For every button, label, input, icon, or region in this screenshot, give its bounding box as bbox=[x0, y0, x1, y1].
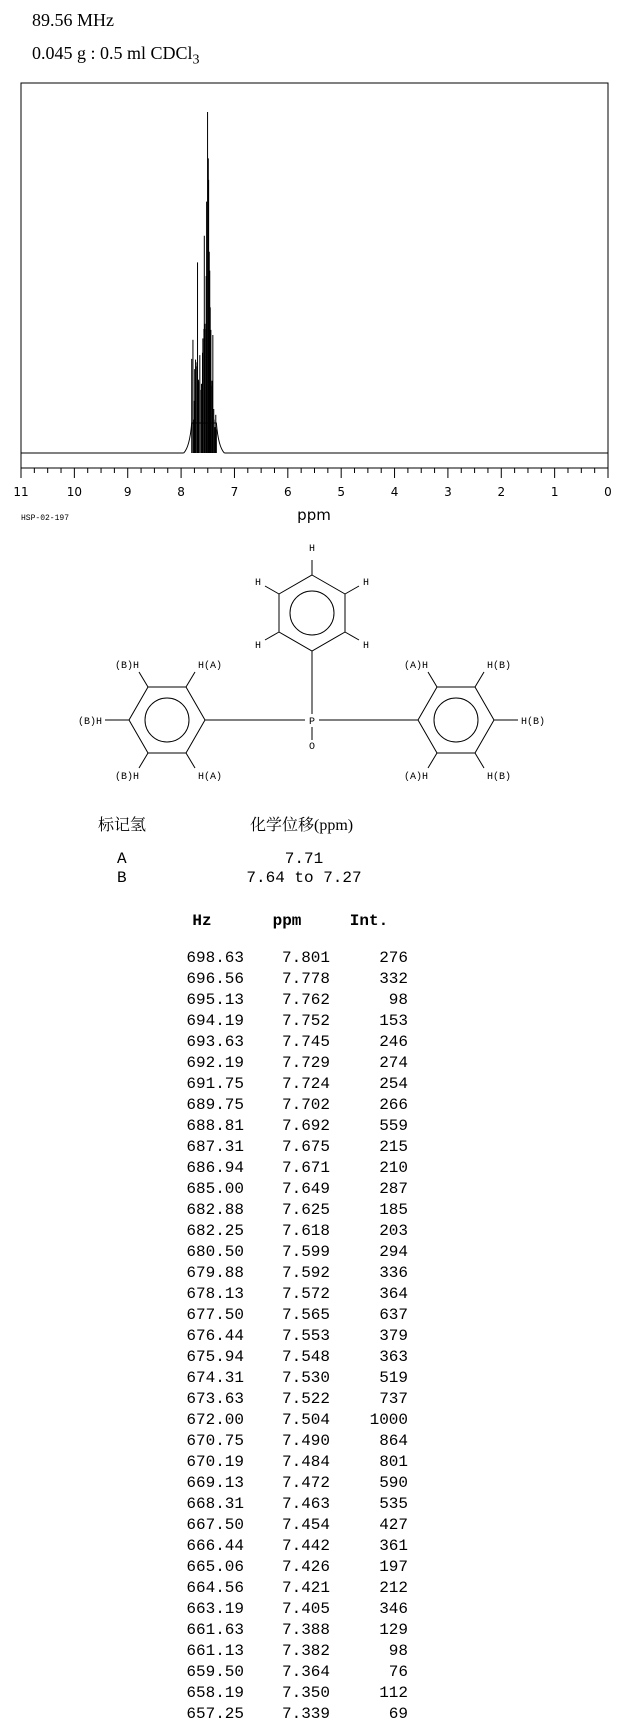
assignment-label-a: A bbox=[117, 850, 127, 868]
cell-hz: 687.31 bbox=[186, 1138, 244, 1156]
x-tick-label: 1 bbox=[550, 485, 559, 499]
cell-ppm: 7.592 bbox=[281, 1264, 330, 1282]
sample-subscript: 3 bbox=[192, 52, 200, 68]
cell-ppm: 7.442 bbox=[281, 1537, 330, 1555]
h-bond-right-ur bbox=[475, 672, 484, 687]
cell-int: 203 bbox=[379, 1222, 408, 1240]
cell-ppm: 7.364 bbox=[281, 1663, 330, 1681]
cell-hz: 693.63 bbox=[186, 1033, 244, 1051]
cell-ppm: 7.745 bbox=[281, 1033, 330, 1051]
x-tick-label: 11 bbox=[13, 485, 29, 499]
table-row bbox=[160, 1284, 408, 1305]
cell-int: 379 bbox=[379, 1327, 408, 1345]
cell-int: 559 bbox=[379, 1117, 408, 1135]
cell-int: 215 bbox=[379, 1138, 408, 1156]
cell-int: 364 bbox=[379, 1285, 408, 1303]
cell-int: 1000 bbox=[369, 1411, 408, 1429]
cell-hz: 659.50 bbox=[186, 1663, 244, 1681]
cell-int: 864 bbox=[379, 1432, 408, 1450]
h-bond-right-ul bbox=[428, 672, 437, 687]
label-right-a-lower: (A)H bbox=[403, 772, 428, 783]
x-tick-label: 10 bbox=[66, 485, 83, 499]
cell-hz: 677.50 bbox=[186, 1306, 244, 1324]
cell-int: 637 bbox=[379, 1306, 408, 1324]
table-row bbox=[160, 1242, 408, 1263]
cell-hz: 672.00 bbox=[186, 1411, 244, 1429]
sample-code: HSP-02-197 bbox=[21, 514, 70, 523]
cell-hz: 661.13 bbox=[186, 1642, 244, 1660]
h-bond-left-ur bbox=[186, 672, 195, 687]
cell-int: 737 bbox=[379, 1390, 408, 1408]
cell-int: 276 bbox=[379, 949, 408, 967]
cell-ppm: 7.421 bbox=[281, 1579, 330, 1597]
label-left-b-lower: (B)H bbox=[114, 772, 139, 783]
top-phenyl-ring bbox=[279, 575, 345, 651]
table-row bbox=[160, 948, 408, 969]
cell-ppm: 7.778 bbox=[281, 970, 330, 988]
cell-ppm: 7.599 bbox=[281, 1243, 330, 1261]
header-hz: Hz bbox=[192, 912, 212, 930]
atom-h-top-right: H bbox=[362, 578, 370, 589]
x-axis-tick-labels bbox=[13, 485, 611, 499]
cell-ppm: 7.702 bbox=[281, 1096, 330, 1114]
cell-int: 590 bbox=[379, 1474, 408, 1492]
cell-int: 212 bbox=[379, 1579, 408, 1597]
cell-hz: 686.94 bbox=[186, 1159, 244, 1177]
table-row bbox=[160, 1578, 408, 1599]
cell-ppm: 7.530 bbox=[281, 1369, 330, 1387]
table-row bbox=[160, 1452, 408, 1473]
cell-hz: 696.56 bbox=[186, 970, 244, 988]
cell-int: 363 bbox=[379, 1348, 408, 1366]
h-bond-left-ll bbox=[139, 753, 148, 768]
table-row bbox=[160, 1368, 408, 1389]
cell-int: 346 bbox=[379, 1600, 408, 1618]
header-ppm: ppm bbox=[272, 912, 302, 930]
table-row bbox=[160, 1683, 408, 1704]
cell-hz: 688.81 bbox=[186, 1117, 244, 1135]
cell-ppm: 7.490 bbox=[281, 1432, 330, 1450]
cell-hz: 664.56 bbox=[186, 1579, 244, 1597]
cell-ppm: 7.572 bbox=[281, 1285, 330, 1303]
label-right-b-lower: H(B) bbox=[487, 772, 512, 783]
spectrum-peaks bbox=[21, 112, 608, 453]
cell-ppm: 7.618 bbox=[281, 1222, 330, 1240]
table-row bbox=[160, 1326, 408, 1347]
table-row bbox=[160, 1032, 408, 1053]
table-row bbox=[160, 990, 408, 1011]
cell-hz: 669.13 bbox=[186, 1474, 244, 1492]
cell-ppm: 7.426 bbox=[281, 1558, 330, 1576]
cell-int: 112 bbox=[379, 1684, 408, 1702]
cell-ppm: 7.649 bbox=[281, 1180, 330, 1198]
cell-hz: 682.88 bbox=[186, 1201, 244, 1219]
h-bond-right-lr bbox=[475, 753, 484, 768]
cell-int: 98 bbox=[388, 991, 408, 1009]
sample-text: 0.045 g : 0.5 ml CDCl bbox=[32, 43, 193, 63]
cell-hz: 670.19 bbox=[186, 1453, 244, 1471]
table-row bbox=[160, 1221, 408, 1242]
assignment-value-a: 7.71 bbox=[284, 850, 324, 868]
left-phenyl-ring bbox=[129, 687, 205, 753]
cell-hz: 658.19 bbox=[186, 1684, 244, 1702]
assignment-label-b: B bbox=[117, 869, 127, 887]
x-tick-label: 5 bbox=[337, 485, 346, 499]
cell-ppm: 7.522 bbox=[281, 1390, 330, 1408]
cell-ppm: 7.625 bbox=[281, 1201, 330, 1219]
atom-p: P bbox=[308, 717, 316, 728]
cell-ppm: 7.484 bbox=[281, 1453, 330, 1471]
x-tick-label: 7 bbox=[230, 485, 239, 499]
table-row bbox=[160, 1095, 408, 1116]
shift-assignment bbox=[0, 812, 626, 902]
table-row bbox=[160, 1431, 408, 1452]
left-phenyl-aromatic-circle bbox=[145, 698, 189, 742]
x-tick-label: 3 bbox=[444, 485, 452, 499]
cell-int: 427 bbox=[379, 1516, 408, 1534]
assignment-header-label: 标记氢 bbox=[98, 817, 147, 834]
cell-int: 76 bbox=[388, 1663, 408, 1681]
table-row bbox=[160, 1116, 408, 1137]
label-right-b-far: H(B) bbox=[521, 717, 546, 728]
cell-hz: 661.63 bbox=[186, 1621, 244, 1639]
cell-hz: 692.19 bbox=[186, 1054, 244, 1072]
cell-hz: 667.50 bbox=[186, 1516, 244, 1534]
cell-hz: 666.44 bbox=[186, 1537, 244, 1555]
cell-int: 254 bbox=[379, 1075, 408, 1093]
cell-int: 294 bbox=[379, 1243, 408, 1261]
h-bond-bottom-right bbox=[345, 632, 359, 640]
cell-hz: 691.75 bbox=[186, 1075, 244, 1093]
cell-int: 69 bbox=[388, 1705, 408, 1723]
cell-hz: 673.63 bbox=[186, 1390, 244, 1408]
table-row bbox=[160, 1263, 408, 1284]
cell-ppm: 7.671 bbox=[281, 1159, 330, 1177]
label-right-a-upper: (A)H bbox=[403, 661, 428, 672]
right-phenyl-ring bbox=[418, 687, 494, 753]
table-row bbox=[160, 1389, 408, 1410]
cell-hz: 689.75 bbox=[186, 1096, 244, 1114]
label-left-a-lower: H(A) bbox=[198, 772, 223, 783]
cell-hz: 695.13 bbox=[186, 991, 244, 1009]
table-row bbox=[160, 1200, 408, 1221]
h-bond-left-ul bbox=[139, 672, 148, 687]
cell-hz: 676.44 bbox=[186, 1327, 244, 1345]
cell-ppm: 7.553 bbox=[281, 1327, 330, 1345]
assignment-value-b: 7.64 to 7.27 bbox=[246, 869, 362, 887]
cell-hz: 663.19 bbox=[186, 1600, 244, 1618]
cell-hz: 682.25 bbox=[186, 1222, 244, 1240]
cell-hz: 694.19 bbox=[186, 1012, 244, 1030]
header-int: Int. bbox=[349, 912, 389, 930]
peak-table-body bbox=[160, 948, 408, 1725]
cell-ppm: 7.472 bbox=[281, 1474, 330, 1492]
cell-ppm: 7.692 bbox=[281, 1117, 330, 1135]
table-row bbox=[160, 1074, 408, 1095]
table-row bbox=[160, 1011, 408, 1032]
table-row bbox=[160, 1662, 408, 1683]
cell-hz: 670.75 bbox=[186, 1432, 244, 1450]
cell-ppm: 7.504 bbox=[281, 1411, 330, 1429]
peak-table bbox=[160, 912, 408, 1725]
cell-int: 361 bbox=[379, 1537, 408, 1555]
cell-hz: 675.94 bbox=[186, 1348, 244, 1366]
x-tick-label: 8 bbox=[177, 485, 185, 499]
triphenylphosphine-oxide-structure bbox=[0, 535, 626, 800]
cell-int: 129 bbox=[379, 1621, 408, 1639]
table-row bbox=[160, 1515, 408, 1536]
plot-frame bbox=[21, 83, 608, 468]
cell-int: 274 bbox=[379, 1054, 408, 1072]
structure-bonds bbox=[105, 560, 518, 768]
table-row bbox=[160, 1305, 408, 1326]
table-row bbox=[160, 1158, 408, 1179]
h-bond-left-lr bbox=[186, 753, 195, 768]
assignment-header-shift: 化学位移(ppm) bbox=[250, 817, 354, 834]
label-left-a-upper: H(A) bbox=[198, 661, 223, 672]
cell-hz: 668.31 bbox=[186, 1495, 244, 1513]
cell-ppm: 7.762 bbox=[281, 991, 330, 1009]
cell-ppm: 7.454 bbox=[281, 1516, 330, 1534]
x-axis-ticks bbox=[21, 468, 608, 478]
cell-int: 336 bbox=[379, 1264, 408, 1282]
cell-ppm: 7.565 bbox=[281, 1306, 330, 1324]
table-row bbox=[160, 1494, 408, 1515]
h-bond-top-right bbox=[345, 586, 359, 594]
cell-hz: 674.31 bbox=[186, 1369, 244, 1387]
label-left-b-upper: (B)H bbox=[114, 661, 139, 672]
cell-int: 197 bbox=[379, 1558, 408, 1576]
label-left-b-far: (B)H bbox=[77, 717, 102, 728]
cell-int: 98 bbox=[388, 1642, 408, 1660]
table-row bbox=[160, 1599, 408, 1620]
table-row bbox=[160, 1620, 408, 1641]
table-row bbox=[160, 1137, 408, 1158]
table-row bbox=[160, 1536, 408, 1557]
x-axis-label: ppm bbox=[297, 506, 331, 524]
cell-int: 266 bbox=[379, 1096, 408, 1114]
cell-hz: 665.06 bbox=[186, 1558, 244, 1576]
cell-hz: 680.50 bbox=[186, 1243, 244, 1261]
x-tick-label: 2 bbox=[497, 485, 506, 499]
cell-int: 246 bbox=[379, 1033, 408, 1051]
h-bond-bottom-left bbox=[265, 632, 279, 640]
cell-ppm: 7.382 bbox=[281, 1642, 330, 1660]
cell-int: 332 bbox=[379, 970, 408, 988]
h-bond-right-ll bbox=[428, 753, 437, 768]
cell-ppm: 7.405 bbox=[281, 1600, 330, 1618]
atom-o: O bbox=[308, 742, 316, 753]
table-row bbox=[160, 1557, 408, 1578]
cell-int: 287 bbox=[379, 1180, 408, 1198]
top-phenyl-aromatic-circle bbox=[290, 591, 334, 635]
cell-ppm: 7.548 bbox=[281, 1348, 330, 1366]
table-row bbox=[160, 1347, 408, 1368]
cell-ppm: 7.752 bbox=[281, 1012, 330, 1030]
cell-ppm: 7.724 bbox=[281, 1075, 330, 1093]
cell-int: 153 bbox=[379, 1012, 408, 1030]
atom-h-top-left: H bbox=[254, 578, 262, 589]
x-tick-label: 9 bbox=[123, 485, 132, 499]
cell-int: 801 bbox=[379, 1453, 408, 1471]
cell-ppm: 7.388 bbox=[281, 1621, 330, 1639]
atom-h-top: H bbox=[308, 544, 316, 555]
table-row bbox=[160, 1704, 408, 1725]
cell-ppm: 7.350 bbox=[281, 1684, 330, 1702]
cell-int: 185 bbox=[379, 1201, 408, 1219]
cell-ppm: 7.463 bbox=[281, 1495, 330, 1513]
cell-int: 210 bbox=[379, 1159, 408, 1177]
atom-h-bottom-right: H bbox=[362, 641, 370, 652]
x-tick-label: 4 bbox=[390, 485, 399, 499]
table-row bbox=[160, 1641, 408, 1662]
label-right-b-upper: H(B) bbox=[487, 661, 512, 672]
spectrometer-frequency: 89.56 MHz bbox=[32, 10, 114, 30]
cell-hz: 657.25 bbox=[186, 1705, 244, 1723]
table-row bbox=[160, 1179, 408, 1200]
cell-hz: 685.00 bbox=[186, 1180, 244, 1198]
cell-ppm: 7.675 bbox=[281, 1138, 330, 1156]
peak-table-header bbox=[160, 912, 408, 948]
x-tick-label: 6 bbox=[283, 485, 292, 499]
x-tick-label: 0 bbox=[604, 485, 612, 499]
cell-ppm: 7.801 bbox=[281, 949, 330, 967]
cell-ppm: 7.339 bbox=[281, 1705, 330, 1723]
right-phenyl-aromatic-circle bbox=[434, 698, 478, 742]
cell-int: 535 bbox=[379, 1495, 408, 1513]
cell-ppm: 7.729 bbox=[281, 1054, 330, 1072]
table-row bbox=[160, 1473, 408, 1494]
cell-hz: 698.63 bbox=[186, 949, 244, 967]
table-row bbox=[160, 1410, 408, 1431]
atom-h-bottom-left: H bbox=[254, 641, 262, 652]
table-row bbox=[160, 969, 408, 990]
cell-hz: 678.13 bbox=[186, 1285, 244, 1303]
table-row bbox=[160, 1053, 408, 1074]
h-bond-top-left bbox=[265, 586, 279, 594]
cell-int: 519 bbox=[379, 1369, 408, 1387]
nmr-spectrum-chart bbox=[0, 0, 626, 530]
cell-hz: 679.88 bbox=[186, 1264, 244, 1282]
